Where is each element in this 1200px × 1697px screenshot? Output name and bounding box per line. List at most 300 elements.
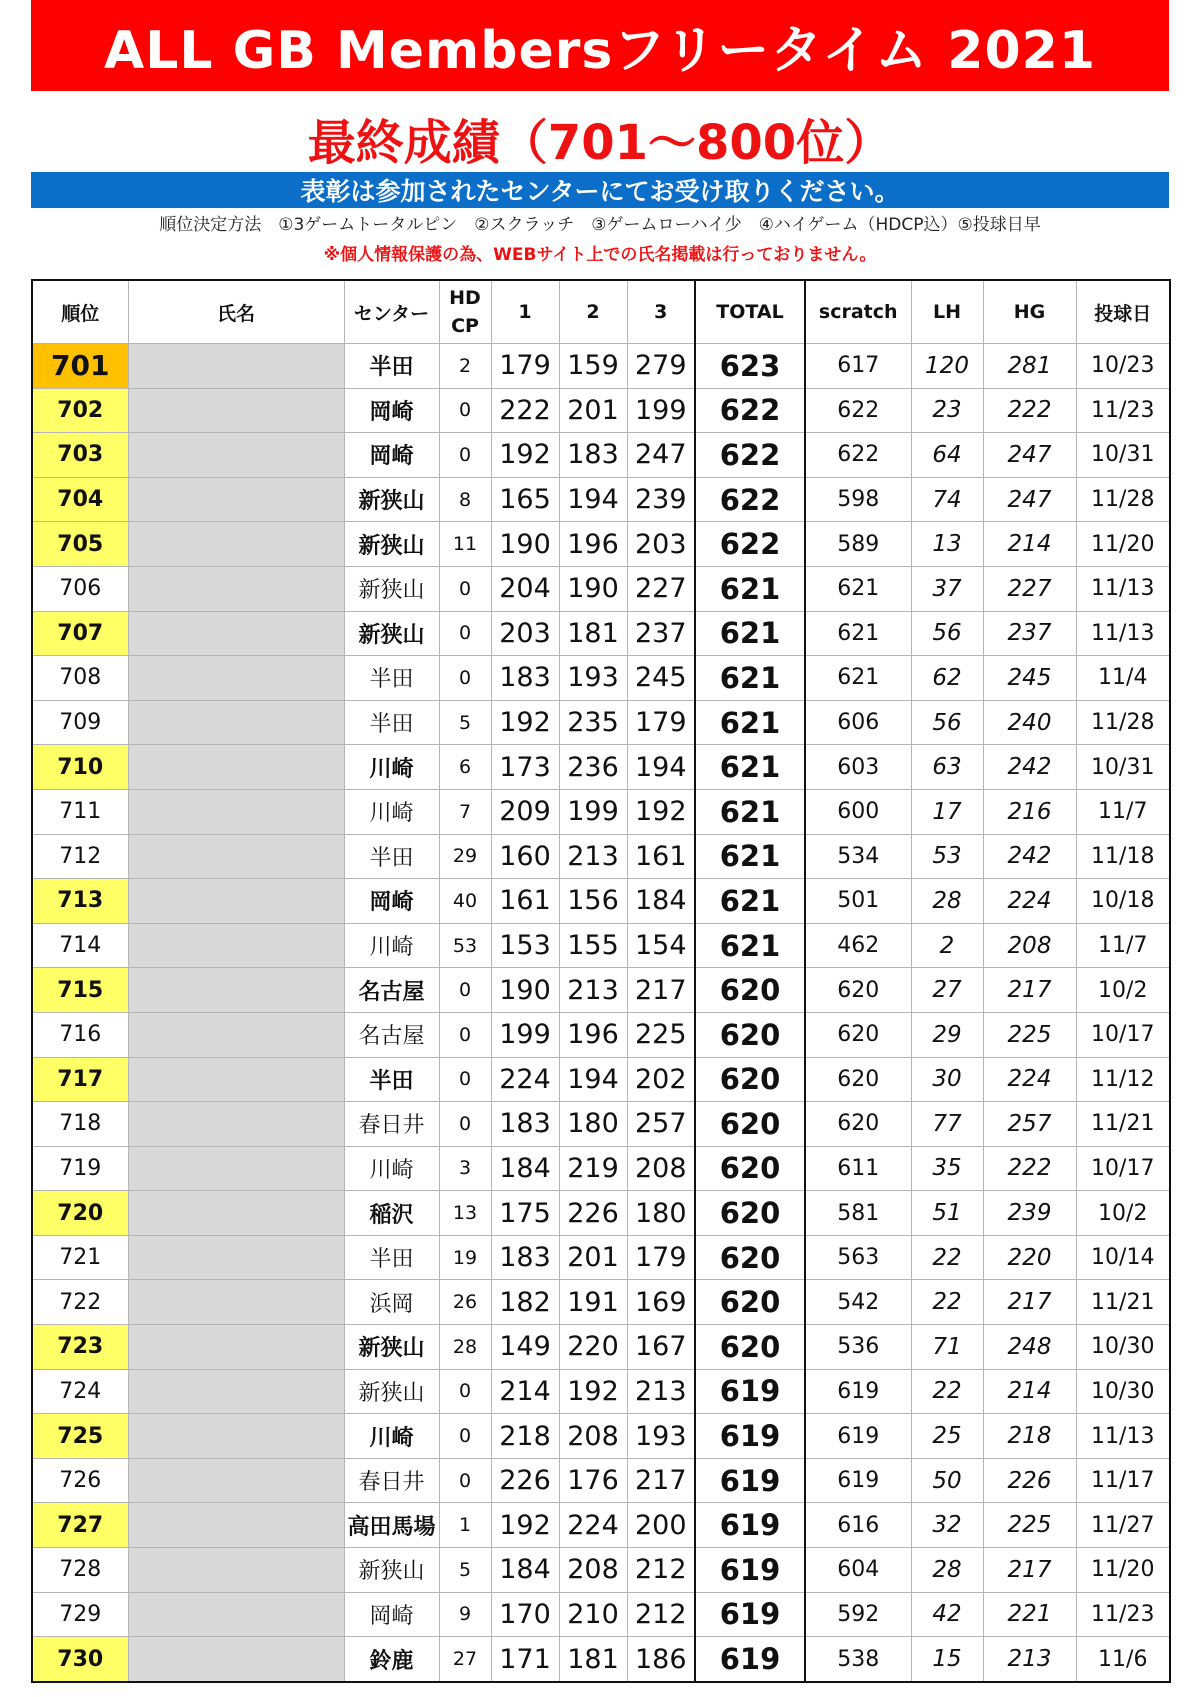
name-cell-hidden <box>128 1102 344 1147</box>
hdcp-cell: 19 <box>439 1235 491 1280</box>
center-cell: 川崎 <box>344 789 439 834</box>
hdcp-cell: 1 <box>439 1503 491 1548</box>
total-cell: 621 <box>695 656 805 701</box>
scratch-cell: 616 <box>805 1503 911 1548</box>
scratch-cell: 538 <box>805 1637 911 1682</box>
center-cell: 半田 <box>344 344 439 389</box>
game-3-cell: 180 <box>627 1191 695 1236</box>
col-rank: 順位 <box>32 280 128 344</box>
game-1-cell: 190 <box>491 968 559 1013</box>
hdcp-cell: 0 <box>439 611 491 656</box>
scratch-cell: 462 <box>805 923 911 968</box>
scratch-cell: 620 <box>805 1102 911 1147</box>
hg-cell: 225 <box>983 1503 1076 1548</box>
rank-cell: 718 <box>32 1102 128 1147</box>
hg-cell: 222 <box>983 388 1076 433</box>
center-cell: 半田 <box>344 1235 439 1280</box>
date-cell: 10/30 <box>1076 1369 1170 1414</box>
hg-cell: 225 <box>983 1012 1076 1057</box>
lh-cell: 35 <box>911 1146 983 1191</box>
hdcp-cell: 13 <box>439 1191 491 1236</box>
rank-cell: 722 <box>32 1280 128 1325</box>
center-cell: 川崎 <box>344 1146 439 1191</box>
game-3-cell: 200 <box>627 1503 695 1548</box>
date-cell: 10/31 <box>1076 745 1170 790</box>
total-cell: 620 <box>695 1102 805 1147</box>
table-row <box>32 1102 1170 1147</box>
privacy-notice: ※個人情報保護の為、WEBサイト上での氏名掲載は行っておりません。 <box>323 245 877 265</box>
rank-cell: 721 <box>32 1235 128 1280</box>
hg-cell: 257 <box>983 1102 1076 1147</box>
lh-cell: 120 <box>911 344 983 389</box>
center-cell: 新狭山 <box>344 1325 439 1370</box>
game-2-cell: 192 <box>559 1369 627 1414</box>
lh-cell: 64 <box>911 433 983 478</box>
date-cell: 10/17 <box>1076 1146 1170 1191</box>
scratch-cell: 501 <box>805 879 911 924</box>
date-cell: 11/20 <box>1076 1548 1170 1593</box>
hdcp-cell: 0 <box>439 433 491 478</box>
scratch-cell: 622 <box>805 388 911 433</box>
scratch-cell: 619 <box>805 1414 911 1459</box>
game-3-cell: 199 <box>627 388 695 433</box>
notice-text: 表彰は参加されたセンターにてお受け取りください。 <box>300 177 900 206</box>
rank-cell: 715 <box>32 968 128 1013</box>
total-cell: 619 <box>695 1548 805 1593</box>
game-1-cell: 192 <box>491 1503 559 1548</box>
name-cell-hidden <box>128 745 344 790</box>
rank-cell: 725 <box>32 1414 128 1459</box>
table-row <box>32 344 1170 389</box>
page-title: ALL GB Membersフリータイム 2021 <box>103 21 1097 81</box>
total-cell: 621 <box>695 834 805 879</box>
hg-cell: 217 <box>983 968 1076 1013</box>
hg-cell: 242 <box>983 745 1076 790</box>
lh-cell: 17 <box>911 789 983 834</box>
name-cell-hidden <box>128 656 344 701</box>
game-3-cell: 217 <box>627 1458 695 1503</box>
date-cell: 11/7 <box>1076 923 1170 968</box>
total-cell: 621 <box>695 879 805 924</box>
game-2-cell: 180 <box>559 1102 627 1147</box>
table-row <box>32 388 1170 433</box>
game-1-cell: 222 <box>491 388 559 433</box>
name-cell-hidden <box>128 1146 344 1191</box>
col-name: 氏名 <box>128 280 344 344</box>
lh-cell: 53 <box>911 834 983 879</box>
name-cell-hidden <box>128 1057 344 1102</box>
page-subtitle: 最終成績（701〜800位） <box>307 115 893 171</box>
scratch-cell: 622 <box>805 433 911 478</box>
game-3-cell: 179 <box>627 1235 695 1280</box>
hg-cell: 245 <box>983 656 1076 701</box>
col-center: センター <box>344 280 439 344</box>
total-cell: 623 <box>695 344 805 389</box>
total-cell: 619 <box>695 1369 805 1414</box>
lh-cell: 13 <box>911 522 983 567</box>
header-row <box>32 280 1170 344</box>
lh-cell: 25 <box>911 1414 983 1459</box>
col-scratch: scratch <box>805 280 911 344</box>
date-cell: 11/6 <box>1076 1637 1170 1682</box>
rank-cell: 708 <box>32 656 128 701</box>
hdcp-cell: 0 <box>439 1458 491 1503</box>
hdcp-cell: 0 <box>439 656 491 701</box>
name-cell-hidden <box>128 388 344 433</box>
game-2-cell: 176 <box>559 1458 627 1503</box>
game-1-cell: 224 <box>491 1057 559 1102</box>
rank-cell: 701 <box>32 344 128 389</box>
table-row <box>32 879 1170 924</box>
hdcp-cell: 0 <box>439 1102 491 1147</box>
game-1-cell: 170 <box>491 1592 559 1637</box>
game-3-cell: 202 <box>627 1057 695 1102</box>
name-cell-hidden <box>128 1637 344 1682</box>
lh-cell: 62 <box>911 656 983 701</box>
center-cell: 新狭山 <box>344 1369 439 1414</box>
game-3-cell: 203 <box>627 522 695 567</box>
center-cell: 高田馬場 <box>344 1503 439 1548</box>
game-2-cell: 219 <box>559 1146 627 1191</box>
game-3-cell: 245 <box>627 656 695 701</box>
game-2-cell: 181 <box>559 1637 627 1682</box>
center-cell: 名古屋 <box>344 1012 439 1057</box>
table-row <box>32 1280 1170 1325</box>
game-2-cell: 235 <box>559 700 627 745</box>
col-hdcp <box>439 280 491 344</box>
date-cell: 11/23 <box>1076 388 1170 433</box>
scratch-cell: 598 <box>805 477 911 522</box>
name-cell-hidden <box>128 477 344 522</box>
game-2-cell: 196 <box>559 1012 627 1057</box>
rank-cell: 726 <box>32 1458 128 1503</box>
game-2-cell: 194 <box>559 477 627 522</box>
scratch-cell: 592 <box>805 1592 911 1637</box>
hdcp-cell: 3 <box>439 1146 491 1191</box>
date-cell: 10/2 <box>1076 1191 1170 1236</box>
game-3-cell: 237 <box>627 611 695 656</box>
game-3-cell: 279 <box>627 344 695 389</box>
col-hg: HG <box>983 280 1076 344</box>
scratch-cell: 619 <box>805 1369 911 1414</box>
game-2-cell: 213 <box>559 834 627 879</box>
game-1-cell: 179 <box>491 344 559 389</box>
rank-cell: 720 <box>32 1191 128 1236</box>
total-cell: 620 <box>695 968 805 1013</box>
name-cell-hidden <box>128 1191 344 1236</box>
hdcp-cell: 7 <box>439 789 491 834</box>
scratch-cell: 611 <box>805 1146 911 1191</box>
lh-cell: 30 <box>911 1057 983 1102</box>
total-cell: 621 <box>695 566 805 611</box>
rank-cell: 714 <box>32 923 128 968</box>
lh-cell: 56 <box>911 700 983 745</box>
game-2-cell: 190 <box>559 566 627 611</box>
lh-cell: 28 <box>911 879 983 924</box>
center-cell: 新狭山 <box>344 522 439 567</box>
total-cell: 619 <box>695 1503 805 1548</box>
scratch-cell: 603 <box>805 745 911 790</box>
table-row <box>32 1592 1170 1637</box>
date-cell: 11/13 <box>1076 611 1170 656</box>
game-1-cell: 183 <box>491 1235 559 1280</box>
center-cell: 新狭山 <box>344 477 439 522</box>
hdcp-cell: 29 <box>439 834 491 879</box>
rank-cell: 711 <box>32 789 128 834</box>
hdcp-cell: 40 <box>439 879 491 924</box>
rank-cell: 730 <box>32 1637 128 1682</box>
game-2-cell: 220 <box>559 1325 627 1370</box>
game-3-cell: 186 <box>627 1637 695 1682</box>
game-3-cell: 154 <box>627 923 695 968</box>
hg-cell: 222 <box>983 1146 1076 1191</box>
game-3-cell: 194 <box>627 745 695 790</box>
rank-cell: 707 <box>32 611 128 656</box>
hdcp-cell: 0 <box>439 1057 491 1102</box>
table-row <box>32 522 1170 567</box>
date-cell: 11/23 <box>1076 1592 1170 1637</box>
hdcp-cell: 0 <box>439 968 491 1013</box>
hdcp-cell: 11 <box>439 522 491 567</box>
date-cell: 10/30 <box>1076 1325 1170 1370</box>
game-3-cell: 225 <box>627 1012 695 1057</box>
hg-cell: 247 <box>983 477 1076 522</box>
total-cell: 621 <box>695 611 805 656</box>
table-row <box>32 700 1170 745</box>
name-cell-hidden <box>128 923 344 968</box>
scratch-cell: 581 <box>805 1191 911 1236</box>
center-cell: 川崎 <box>344 923 439 968</box>
hg-cell: 218 <box>983 1414 1076 1459</box>
game-1-cell: 160 <box>491 834 559 879</box>
game-3-cell: 161 <box>627 834 695 879</box>
table-row <box>32 923 1170 968</box>
rank-cell: 728 <box>32 1548 128 1593</box>
name-cell-hidden <box>128 1414 344 1459</box>
lh-cell: 22 <box>911 1235 983 1280</box>
hg-cell: 226 <box>983 1458 1076 1503</box>
center-cell: 半田 <box>344 656 439 701</box>
scratch-cell: 620 <box>805 1057 911 1102</box>
lh-cell: 15 <box>911 1637 983 1682</box>
rank-cell: 724 <box>32 1369 128 1414</box>
col-game1: 1 <box>491 280 559 344</box>
hdcp-cell: 8 <box>439 477 491 522</box>
name-cell-hidden <box>128 611 344 656</box>
name-cell-hidden <box>128 433 344 478</box>
scratch-cell: 604 <box>805 1548 911 1593</box>
game-3-cell: 193 <box>627 1414 695 1459</box>
hg-cell: 237 <box>983 611 1076 656</box>
hg-cell: 227 <box>983 566 1076 611</box>
lh-cell: 51 <box>911 1191 983 1236</box>
col-game2: 2 <box>559 280 627 344</box>
game-1-cell: 173 <box>491 745 559 790</box>
game-3-cell: 217 <box>627 968 695 1013</box>
table-row <box>32 1369 1170 1414</box>
rank-cell: 713 <box>32 879 128 924</box>
date-cell: 11/20 <box>1076 522 1170 567</box>
hg-cell: 208 <box>983 923 1076 968</box>
rank-cell: 712 <box>32 834 128 879</box>
lh-cell: 32 <box>911 1503 983 1548</box>
table-row <box>32 1146 1170 1191</box>
hg-cell: 214 <box>983 522 1076 567</box>
rank-cell: 719 <box>32 1146 128 1191</box>
date-cell: 11/27 <box>1076 1503 1170 1548</box>
table-row <box>32 611 1170 656</box>
lh-cell: 56 <box>911 611 983 656</box>
date-cell: 11/13 <box>1076 566 1170 611</box>
hdcp-cell: 27 <box>439 1637 491 1682</box>
scratch-cell: 600 <box>805 789 911 834</box>
name-cell-hidden <box>128 1458 344 1503</box>
hg-cell: 247 <box>983 433 1076 478</box>
col-total: TOTAL <box>695 280 805 344</box>
col-game3: 3 <box>627 280 695 344</box>
game-1-cell: 214 <box>491 1369 559 1414</box>
scratch-cell: 542 <box>805 1280 911 1325</box>
game-1-cell: 161 <box>491 879 559 924</box>
hdcp-cell: 0 <box>439 1012 491 1057</box>
center-cell: 岡崎 <box>344 1592 439 1637</box>
hdcp-cell: 0 <box>439 1414 491 1459</box>
table-row <box>32 433 1170 478</box>
total-cell: 620 <box>695 1057 805 1102</box>
date-cell: 11/4 <box>1076 656 1170 701</box>
game-2-cell: 193 <box>559 656 627 701</box>
table-row <box>32 1191 1170 1236</box>
game-3-cell: 227 <box>627 566 695 611</box>
date-cell: 11/12 <box>1076 1057 1170 1102</box>
total-cell: 622 <box>695 477 805 522</box>
scratch-cell: 617 <box>805 344 911 389</box>
hdcp-cell: 6 <box>439 745 491 790</box>
name-cell-hidden <box>128 1369 344 1414</box>
total-cell: 622 <box>695 522 805 567</box>
game-2-cell: 156 <box>559 879 627 924</box>
center-cell: 春日井 <box>344 1458 439 1503</box>
hg-cell: 217 <box>983 1280 1076 1325</box>
total-cell: 620 <box>695 1012 805 1057</box>
table-row <box>32 477 1170 522</box>
col-date: 投球日 <box>1076 280 1170 344</box>
date-cell: 10/17 <box>1076 1012 1170 1057</box>
center-cell: 川崎 <box>344 1414 439 1459</box>
game-2-cell: 155 <box>559 923 627 968</box>
game-3-cell: 213 <box>627 1369 695 1414</box>
game-1-cell: 199 <box>491 1012 559 1057</box>
rank-cell: 705 <box>32 522 128 567</box>
lh-cell: 28 <box>911 1548 983 1593</box>
total-cell: 622 <box>695 433 805 478</box>
table-row <box>32 1057 1170 1102</box>
name-cell-hidden <box>128 344 344 389</box>
game-1-cell: 183 <box>491 656 559 701</box>
name-cell-hidden <box>128 1280 344 1325</box>
scratch-cell: 606 <box>805 700 911 745</box>
game-2-cell: 196 <box>559 522 627 567</box>
center-cell: 新狭山 <box>344 566 439 611</box>
hdcp-cell: 28 <box>439 1325 491 1370</box>
total-cell: 621 <box>695 745 805 790</box>
game-1-cell: 153 <box>491 923 559 968</box>
hg-cell: 213 <box>983 1637 1076 1682</box>
hg-cell: 248 <box>983 1325 1076 1370</box>
hdcp-cell: 53 <box>439 923 491 968</box>
name-cell-hidden <box>128 1325 344 1370</box>
game-1-cell: 184 <box>491 1548 559 1593</box>
rank-cell: 710 <box>32 745 128 790</box>
game-1-cell: 192 <box>491 433 559 478</box>
game-3-cell: 208 <box>627 1146 695 1191</box>
lh-cell: 71 <box>911 1325 983 1370</box>
col-lh: LH <box>911 280 983 344</box>
center-cell: 川崎 <box>344 745 439 790</box>
game-1-cell: 218 <box>491 1414 559 1459</box>
game-2-cell: 191 <box>559 1280 627 1325</box>
game-1-cell: 183 <box>491 1102 559 1147</box>
hg-cell: 240 <box>983 700 1076 745</box>
center-cell: 岡崎 <box>344 388 439 433</box>
table-row <box>32 1235 1170 1280</box>
game-2-cell: 183 <box>559 433 627 478</box>
game-1-cell: 171 <box>491 1637 559 1682</box>
name-cell-hidden <box>128 1235 344 1280</box>
total-cell: 620 <box>695 1191 805 1236</box>
game-3-cell: 169 <box>627 1280 695 1325</box>
notice-bar <box>31 172 1169 208</box>
table-row <box>32 745 1170 790</box>
hg-cell: 221 <box>983 1592 1076 1637</box>
scratch-cell: 536 <box>805 1325 911 1370</box>
date-cell: 11/28 <box>1076 700 1170 745</box>
game-3-cell: 257 <box>627 1102 695 1147</box>
total-cell: 619 <box>695 1458 805 1503</box>
name-cell-hidden <box>128 789 344 834</box>
title-banner <box>31 0 1169 91</box>
total-cell: 621 <box>695 789 805 834</box>
rank-cell: 729 <box>32 1592 128 1637</box>
game-3-cell: 212 <box>627 1592 695 1637</box>
game-1-cell: 209 <box>491 789 559 834</box>
date-cell: 10/31 <box>1076 433 1170 478</box>
game-1-cell: 175 <box>491 1191 559 1236</box>
date-cell: 11/7 <box>1076 789 1170 834</box>
scratch-cell: 621 <box>805 656 911 701</box>
center-cell: 新狭山 <box>344 611 439 656</box>
game-2-cell: 194 <box>559 1057 627 1102</box>
game-2-cell: 159 <box>559 344 627 389</box>
name-cell-hidden <box>128 968 344 1013</box>
scratch-cell: 589 <box>805 522 911 567</box>
table-row <box>32 1458 1170 1503</box>
hg-cell: 217 <box>983 1548 1076 1593</box>
hdcp-cell: 0 <box>439 1369 491 1414</box>
game-1-cell: 190 <box>491 522 559 567</box>
hg-cell: 216 <box>983 789 1076 834</box>
table-row <box>32 1503 1170 1548</box>
game-3-cell: 247 <box>627 433 695 478</box>
center-cell: 浜岡 <box>344 1280 439 1325</box>
game-1-cell: 226 <box>491 1458 559 1503</box>
rank-cell: 703 <box>32 433 128 478</box>
center-cell: 半田 <box>344 834 439 879</box>
date-cell: 10/14 <box>1076 1235 1170 1280</box>
rank-cell: 723 <box>32 1325 128 1370</box>
table-row <box>32 968 1170 1013</box>
rank-cell: 702 <box>32 388 128 433</box>
